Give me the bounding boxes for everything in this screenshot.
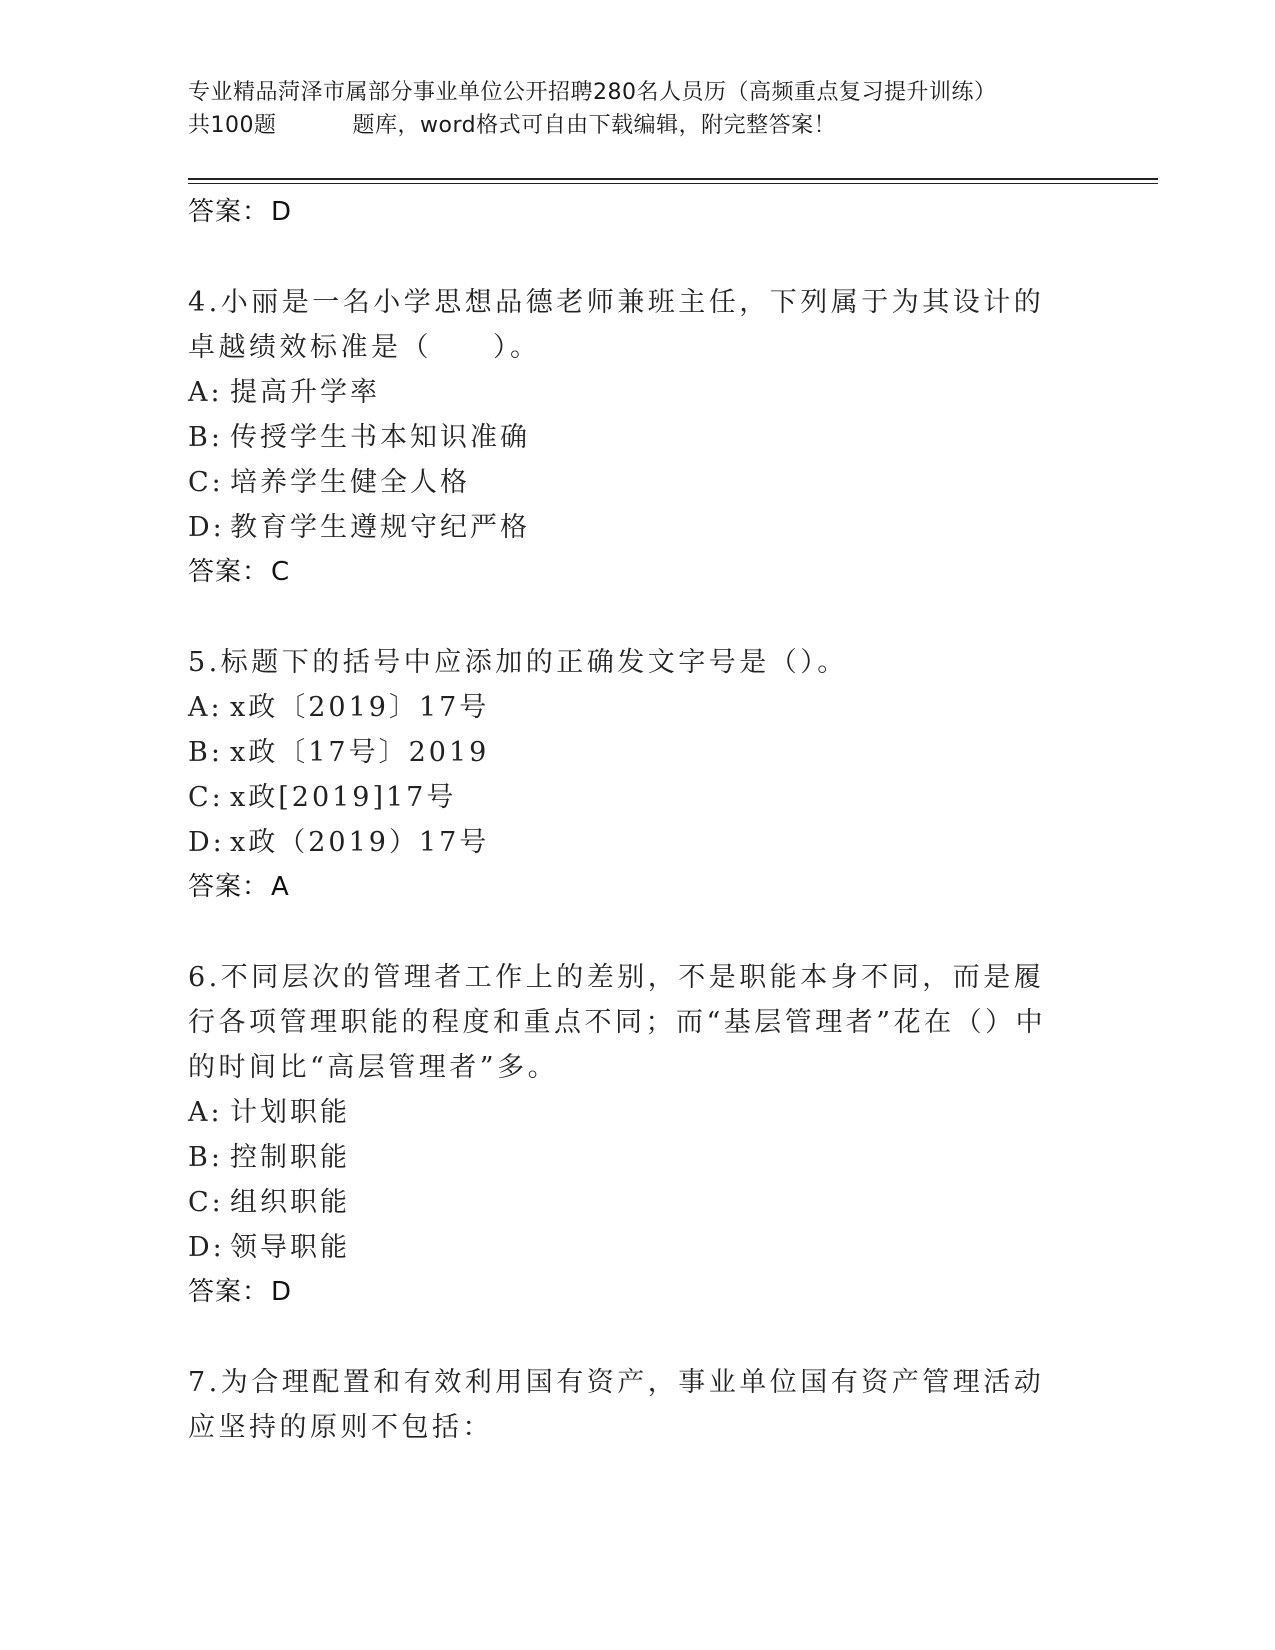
- option-d: [188, 1225, 1068, 1270]
- option-d: [188, 820, 1068, 865]
- question-text: 4.小丽是一名小学思想品德老师兼班主任，下列属于为其设计的卓越绩效标准是（ ）。: [188, 287, 1045, 363]
- option-letter: B:: [188, 422, 223, 453]
- option-letter: D:: [188, 827, 225, 858]
- answer-label: 答案：: [188, 872, 270, 902]
- option-letter: C:: [188, 782, 224, 813]
- answer-value: C: [271, 557, 291, 587]
- option-b: [188, 415, 1068, 460]
- option-text: x政〔2019〕17号: [230, 692, 490, 723]
- header-divider-thick: [188, 178, 1158, 180]
- option-text: x政（2019）17号: [230, 827, 490, 858]
- option-text: x政[2019]17号: [230, 782, 457, 813]
- header-question-count: 共100题: [188, 113, 277, 138]
- answer-line: [188, 1270, 1068, 1314]
- option-text: 控制职能: [230, 1142, 350, 1173]
- option-text: 教育学生遵规守纪严格: [230, 512, 530, 543]
- option-c: [188, 460, 1068, 505]
- header-subtitle-line: [188, 109, 1088, 142]
- option-letter: A:: [188, 692, 223, 723]
- option-b: [188, 1135, 1068, 1180]
- option-letter: A:: [188, 1097, 223, 1128]
- answer-line-q3: [188, 190, 1068, 234]
- document-header: [188, 76, 1088, 142]
- question-4: [188, 280, 1068, 594]
- option-letter: A:: [188, 377, 223, 408]
- header-divider-thin: [188, 183, 1158, 184]
- option-text: 培养学生健全人格: [230, 467, 470, 498]
- question-text: 5.标题下的括号中应添加的正确发文字号是（）。: [188, 647, 848, 678]
- question-7: [188, 1360, 1068, 1450]
- option-letter: B:: [188, 1142, 223, 1173]
- option-d: [188, 505, 1068, 550]
- option-letter: D:: [188, 512, 225, 543]
- answer-value: A: [271, 872, 290, 902]
- option-letter: B:: [188, 737, 223, 768]
- answer-value: D: [271, 1277, 293, 1307]
- header-format-note: 题库，word格式可自由下载编辑，附完整答案！: [352, 113, 837, 138]
- option-text: 提高升学率: [230, 377, 380, 408]
- option-b: [188, 730, 1068, 775]
- answer-label: 答案：: [188, 557, 270, 587]
- option-letter: C:: [188, 467, 224, 498]
- answer-label: 答案：: [188, 1277, 270, 1307]
- question-text: 6.不同层次的管理者工作上的差别，不是职能本身不同，而是履行各项管理职能的程度和重点不同；而“基层管理者”花在（）中的时间比“高层管理者”多。: [188, 962, 1047, 1083]
- option-letter: D:: [188, 1232, 225, 1263]
- option-c: [188, 775, 1068, 820]
- option-text: 组织职能: [230, 1187, 350, 1218]
- option-a: [188, 1090, 1068, 1135]
- option-text: 计划职能: [230, 1097, 350, 1128]
- option-text: x政〔17号〕2019: [230, 737, 490, 768]
- option-c: [188, 1180, 1068, 1225]
- answer-label: 答案：: [188, 197, 270, 227]
- question-text: 7.为合理配置和有效利用国有资产，事业单位国有资产管理活动应坚持的原则不包括：: [188, 1367, 1045, 1443]
- answer-line: [188, 550, 1068, 594]
- option-text: 传授学生书本知识准确: [230, 422, 530, 453]
- option-a: [188, 370, 1068, 415]
- header-title-line: 专业精品菏泽市属部分事业单位公开招聘280名人员历（高频重点复习提升训练）: [188, 80, 997, 105]
- option-a: [188, 685, 1068, 730]
- answer-value: D: [271, 197, 293, 227]
- question-list: [188, 190, 1068, 1450]
- option-letter: C:: [188, 1187, 224, 1218]
- option-text: 领导职能: [230, 1232, 350, 1263]
- question-6: [188, 955, 1068, 1314]
- answer-line: [188, 865, 1068, 909]
- question-5: [188, 640, 1068, 909]
